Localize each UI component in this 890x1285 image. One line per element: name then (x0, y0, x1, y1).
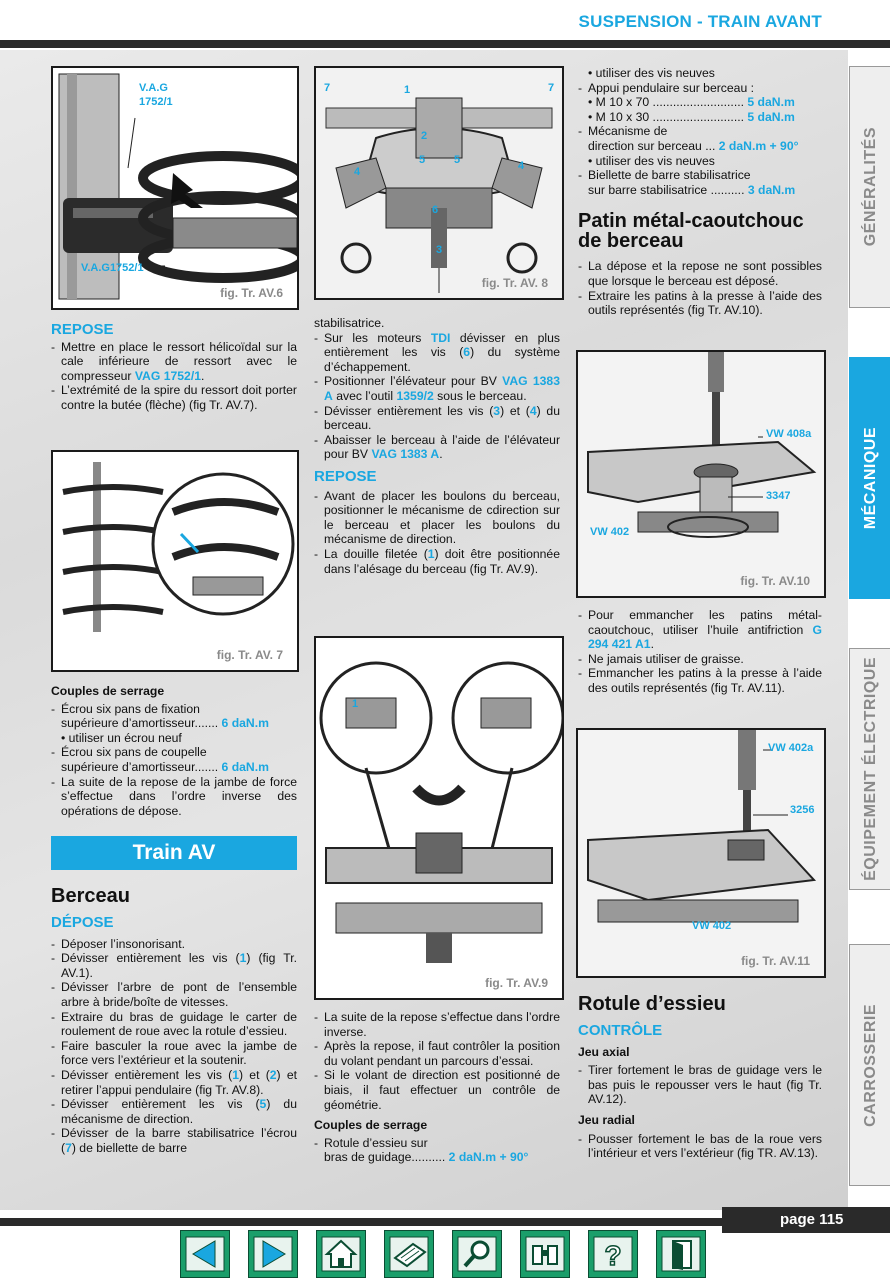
press-tool-illustration (578, 352, 824, 596)
heading-rotule: Rotule d’essieu (578, 993, 726, 1015)
column-1-repose (51, 323, 297, 413)
list-item: - Avant de placer les boulons du berceau, positionner le mécanisme de cdirection sur le berceau et placer les boulons du mécanisme de direction. (314, 488, 560, 547)
list-item: - Dévisser entièrement les vis (1) (fig Tr. AV.1). (51, 951, 298, 980)
exit-button[interactable] (656, 1230, 706, 1278)
list-item: - Écrou six pans de fixation supérieure d’amortisseur....... 6 daN.m • utiliser un écrou neuf (51, 701, 269, 745)
callout-2: 2 (421, 130, 428, 142)
list-item: - Écrou six pans de coupelle supérieure d’amortisseur....... 6 daN.m (51, 745, 269, 774)
figure-tr-av8 (314, 66, 564, 300)
heading-patin: Patin métal-caoutchouc de berceau (578, 210, 804, 253)
tab-generalites[interactable]: GÉNÉRALITÉS (849, 66, 890, 308)
list-item: - La suite de la repose s’effectue dans l’ordre inverse. (314, 1010, 560, 1039)
list-item: - Déposer l’insonorisant. (51, 936, 185, 951)
previous-page-button[interactable] (180, 1230, 230, 1278)
list-item: - L’extrémité de la spire du ressort doit porter contre la butée (flèche) (fig Tr. AV.7). (51, 383, 297, 412)
column-2-bottom (314, 1010, 560, 1165)
page-number: page 115 (722, 1207, 890, 1233)
list-item: - Extraire du bras de guidage le carter de roulement de roue avec la rotule d’essieu. (51, 1009, 297, 1039)
column-3-bottom (578, 994, 822, 1161)
printer-icon (389, 1236, 429, 1272)
home-button[interactable] (316, 1230, 366, 1278)
callout-7-right: 7 (548, 82, 555, 94)
couples-title: Couples de serrage (51, 684, 165, 698)
list-item: - La douille filetée (1) doit être positionnée dans l’alésage du berceau (fig Tr. AV.9). (314, 546, 560, 576)
magnifier-icon (457, 1236, 497, 1272)
label-vw408a: VW 408a (766, 428, 812, 440)
heading-berceau: Berceau (51, 885, 130, 907)
figure-tr-av10 (576, 350, 826, 598)
figure-caption: fig. Tr. AV. 7 (216, 648, 283, 662)
list-item: - Rotule d’essieu sur bras de guidage.......... 2 daN.m + 90° (314, 1135, 529, 1165)
index-button[interactable] (520, 1230, 570, 1278)
callout-1: 1 (404, 84, 411, 96)
label-3347: 3347 (766, 490, 791, 502)
label-vag1752-1: V.A.G1752/1 (81, 262, 144, 274)
list-item: - Tirer fortement le bras de guidage vers le bas puis le repousser vers le haut (fig Tr. AV.12). (578, 1063, 822, 1107)
list-item: - Dévisser l’arbre de pont de l’ensemble arbre à bride/boîte de vitesses. (51, 980, 297, 1009)
list-item: - La dépose et la repose ne sont possibles que lorsque le berceau est déposé. (578, 259, 822, 288)
list-item: - Dévisser entièrement les vis (1) et (2) et retirer l’appui pendulaire (fig Tr. AV.8). (51, 1067, 298, 1097)
figure-caption: fig. Tr. AV. 8 (481, 276, 548, 290)
arrow-left-icon (185, 1236, 225, 1272)
list-item: - Extraire les patins à la presse à l’aide des outils représentés (fig Tr. AV.10). (578, 288, 822, 318)
column-3-middle (578, 608, 822, 696)
column-2-text (314, 316, 560, 576)
help-button[interactable] (588, 1230, 638, 1278)
label-vw402: VW 402 (590, 526, 630, 538)
top-rule (0, 40, 890, 48)
list-item: - Emmancher les patins à la presse à l’aide des outils représentés (fig Tr. AV.11). (578, 666, 822, 695)
tab-mecanique[interactable]: MÉCANIQUE (849, 357, 890, 599)
section-title-repose-2: REPOSE (314, 467, 377, 485)
press-tool-illustration-2 (578, 730, 824, 976)
arrow-right-icon (253, 1236, 293, 1272)
print-button[interactable] (384, 1230, 434, 1278)
callout-4-left: 4 (354, 166, 361, 178)
figure-tr-av11 (576, 728, 826, 978)
figure-caption: fig. Tr. AV.6 (220, 286, 283, 300)
list-item: - Faire basculer la roue avec la jambe de force vers l’extérieur et la soutenir. (51, 1038, 297, 1068)
callout-3: 3 (436, 244, 443, 256)
list-item: - Mettre en place le ressort hélicoïdal sur la cale inférieure de ressort avec le compresseur VAG 1752/1. (51, 339, 297, 383)
question-mark-icon (593, 1236, 633, 1272)
column-1-berceau (51, 886, 297, 1156)
callout-6: 6 (432, 204, 439, 216)
callout-7-left: 7 (324, 82, 331, 94)
section-title-controle: CONTRÔLE (578, 1022, 663, 1039)
figure-tr-av9 (314, 636, 564, 1000)
subheading-jeu-axial: Jeu axial (578, 1044, 630, 1059)
list-item: - Appui pendulaire sur berceau : • M 10 x 70 ........................... 5 daN.m • M 10 x 30 ........................... 5 daN.m (578, 80, 795, 124)
exit-door-icon (661, 1236, 701, 1272)
label-3256: 3256 (790, 804, 815, 816)
figure-tr-av6 (51, 66, 299, 310)
list-item: - Pour emmancher les patins métal-caoutchouc, utiliser l’huile antifriction G 294 421 A1. (578, 608, 822, 652)
search-button[interactable] (452, 1230, 502, 1278)
callout-1: 1 (352, 698, 359, 710)
figure-caption: fig. Tr. AV.10 (740, 574, 810, 588)
callout-5-right: 5 (454, 154, 461, 166)
home-icon (321, 1236, 361, 1272)
binoculars-icon (525, 1236, 565, 1272)
list-item: - Mécanisme de direction sur berceau ... 2 daN.m + 90° • utiliser des vis neuves (578, 124, 799, 168)
list-item: - Biellette de barre stabilisatrice sur barre stabilisatrice .......... 3 daN.m (578, 168, 796, 197)
list-item: - Si le volant de direction est positionné de biais, il faut effectuer un contrôle de géométrie. (314, 1068, 560, 1112)
svg-text:?: ? (604, 1240, 622, 1271)
section-title-repose: REPOSE (51, 321, 114, 338)
subheading-jeu-radial: Jeu radial (578, 1112, 635, 1127)
label-vw402a: VW 402a (768, 742, 814, 754)
spring-seat-illustration (53, 452, 297, 670)
couples-title-2: Couples de serrage (314, 1118, 428, 1133)
page-section-title: SUSPENSION - TRAIN AVANT (578, 12, 822, 31)
figure-caption: fig. Tr. AV.11 (741, 954, 810, 968)
steering-rack-illustration (316, 638, 562, 998)
column-3-top (578, 66, 822, 318)
figure-tr-av7 (51, 450, 299, 672)
list-item: - Abaisser le berceau à l’aide de l’élévateur pour BV VAG 1383 A. (314, 432, 560, 462)
section-banner-train-av: Train AV (51, 836, 297, 870)
list-item: - Après la repose, il faut contrôler la position du volant pendant un parcours d’essai. (314, 1039, 560, 1068)
tab-carrosserie[interactable]: CARROSSERIE (849, 944, 890, 1186)
section-title-depose: DÉPOSE (51, 914, 114, 931)
list-item: - Sur les moteurs TDI dévisser en plus entièrement les vis (6) du système d’échappement. (314, 330, 560, 374)
text-line: • utiliser des vis neuves (588, 66, 715, 80)
list-item: - La suite de la repose de la jambe de force s’effectue dans l’ordre inverse des opérations de dépose. (51, 774, 297, 818)
next-page-button[interactable] (248, 1230, 298, 1278)
label-vw402: VW 402 (692, 920, 732, 932)
tab-equipement-electrique[interactable]: ÉQUIPEMENT ÉLECTRIQUE (849, 648, 890, 890)
label-vag: V.A.G (139, 82, 168, 94)
column-1-couples (51, 684, 297, 818)
figure-caption: fig. Tr. AV.9 (485, 976, 548, 990)
list-item: - Positionner l’élévateur pour BV VAG 1383 A avec l’outil 1359/2 sous le berceau. (314, 374, 560, 403)
list-item: - Pousser fortement le bas de la roue vers l’intérieur et vers l’extérieur (fig TR. AV.13). (578, 1131, 822, 1161)
continued-text: stabilisatrice. (314, 316, 385, 330)
label-1752-1: 1752/1 (139, 96, 173, 108)
subframe-illustration (316, 68, 562, 298)
callout-4-right: 4 (518, 160, 525, 172)
callout-5-left: 5 (419, 154, 426, 166)
list-item: - Dévisser de la barre stabilisatrice l’écrou (7) de biellette de barre (51, 1126, 297, 1155)
list-item: - Dévisser entièrement les vis (3) et (4) du berceau. (314, 403, 560, 433)
list-item: - Dévisser entièrement les vis (5) du mécanisme de direction. (51, 1097, 297, 1126)
list-item: - Ne jamais utiliser de graisse. (578, 651, 744, 666)
